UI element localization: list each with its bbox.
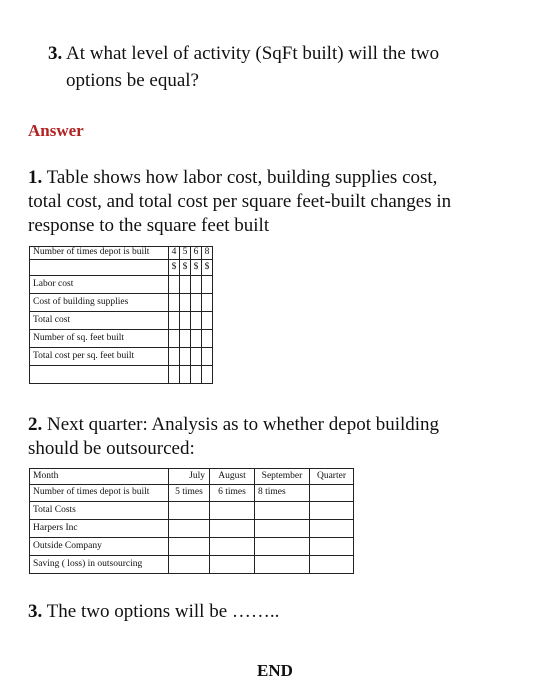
table-cell bbox=[310, 556, 354, 574]
column-header: 6 bbox=[191, 247, 202, 260]
table-cell: 8 times bbox=[255, 485, 310, 502]
table-cell bbox=[180, 348, 191, 366]
table-cell bbox=[255, 502, 310, 520]
row-label: Number of sq. feet built bbox=[30, 330, 169, 348]
row-label: Harpers Inc bbox=[30, 520, 169, 538]
table-cell bbox=[169, 330, 180, 348]
table-cell: 5 times bbox=[169, 485, 210, 502]
table-row bbox=[30, 330, 213, 348]
table-cell bbox=[30, 260, 169, 276]
row-label: Outside Company bbox=[30, 538, 169, 556]
question-line-1: At what level of activity (SqFt built) will the two bbox=[66, 43, 440, 64]
column-header: 5 bbox=[180, 247, 191, 260]
part-1-line-3: response to the square feet built bbox=[28, 215, 270, 236]
table-cell bbox=[202, 294, 213, 312]
table-cell bbox=[169, 538, 210, 556]
table-cell bbox=[191, 348, 202, 366]
part-1-number: 1. bbox=[28, 167, 43, 188]
table-cell bbox=[310, 520, 354, 538]
table-row bbox=[30, 538, 354, 556]
end-label: END bbox=[257, 661, 293, 680]
table-cell bbox=[210, 502, 255, 520]
table-row bbox=[30, 502, 354, 520]
part-1-line-2: total cost, and total cost per square feet-built changes in bbox=[28, 191, 452, 212]
table-cell bbox=[310, 485, 354, 502]
table-cell bbox=[169, 348, 180, 366]
part-3-number: 3. bbox=[28, 601, 43, 622]
table-cell bbox=[191, 330, 202, 348]
part-2-number: 2. bbox=[28, 414, 43, 435]
table-cell bbox=[310, 502, 354, 520]
table-row bbox=[30, 520, 354, 538]
part-2-line-1: 2. Next quarter: Analysis as to whether depot building bbox=[28, 414, 440, 435]
table-cell bbox=[202, 330, 213, 348]
header-label: Month bbox=[30, 469, 169, 485]
question-line-2: options be equal? bbox=[66, 70, 199, 91]
table-header-row bbox=[30, 247, 213, 260]
table-cell bbox=[30, 366, 169, 384]
column-header: 4 bbox=[169, 247, 180, 260]
currency-cell: $ bbox=[180, 260, 191, 276]
table-cell bbox=[255, 538, 310, 556]
table-cell bbox=[310, 538, 354, 556]
row-label: Total cost bbox=[30, 312, 169, 330]
table-cell bbox=[191, 276, 202, 294]
table-cell bbox=[169, 366, 180, 384]
currency-cell: $ bbox=[191, 260, 202, 276]
row-label: Total cost per sq. feet built bbox=[30, 348, 169, 366]
table-cell bbox=[169, 276, 180, 294]
table-cell bbox=[169, 312, 180, 330]
table-cell bbox=[202, 348, 213, 366]
table-row bbox=[30, 348, 213, 366]
month-header: September bbox=[255, 469, 310, 485]
currency-cell: $ bbox=[202, 260, 213, 276]
row-label: Number of times depot is built bbox=[30, 485, 169, 502]
outsourcing-table bbox=[29, 468, 354, 574]
cost-table bbox=[29, 246, 213, 384]
column-header: 8 bbox=[202, 247, 213, 260]
table-row bbox=[30, 312, 213, 330]
table-cell bbox=[180, 366, 191, 384]
month-header: July bbox=[169, 469, 210, 485]
answer-heading: Answer bbox=[28, 121, 84, 140]
table-cell bbox=[202, 366, 213, 384]
table-cell bbox=[255, 556, 310, 574]
table-cell bbox=[210, 556, 255, 574]
table-cell bbox=[180, 312, 191, 330]
table-cell bbox=[191, 366, 202, 384]
table-header-row bbox=[30, 469, 354, 485]
table-cell bbox=[180, 294, 191, 312]
table-cell bbox=[210, 520, 255, 538]
table-cell bbox=[169, 294, 180, 312]
table-row bbox=[30, 485, 354, 502]
table-row bbox=[30, 556, 354, 574]
table-cell: 6 times bbox=[210, 485, 255, 502]
row-label: Saving ( loss) in outsourcing bbox=[30, 556, 169, 574]
part-1-line-1: 1. Table shows how labor cost, building supplies cost, bbox=[28, 167, 438, 188]
table-cell bbox=[202, 276, 213, 294]
table-cell bbox=[191, 294, 202, 312]
month-header: Quarter bbox=[310, 469, 354, 485]
table-cell bbox=[210, 538, 255, 556]
table-row bbox=[30, 276, 213, 294]
table-cell bbox=[180, 330, 191, 348]
table-cell bbox=[191, 312, 202, 330]
row-label: Total Costs bbox=[30, 502, 169, 520]
table-row bbox=[30, 366, 213, 384]
table-cell bbox=[180, 276, 191, 294]
part-1-text bbox=[28, 166, 528, 238]
table-cell bbox=[169, 520, 210, 538]
part-3-line: The two options will be …….. bbox=[42, 601, 280, 622]
table-cell bbox=[169, 502, 210, 520]
question-number: 3. bbox=[48, 43, 63, 64]
currency-cell: $ bbox=[169, 260, 180, 276]
table-cell bbox=[202, 312, 213, 330]
row-label: Cost of building supplies bbox=[30, 294, 169, 312]
header-label: Number of times depot is built bbox=[30, 247, 169, 260]
part-2-text bbox=[28, 413, 528, 461]
month-header: August bbox=[210, 469, 255, 485]
table-row bbox=[30, 294, 213, 312]
part-3-text bbox=[28, 601, 279, 623]
part-2-line-2: should be outsourced: bbox=[28, 438, 195, 459]
table-cell bbox=[169, 556, 210, 574]
table-cell bbox=[255, 520, 310, 538]
row-label: Labor cost bbox=[30, 276, 169, 294]
currency-row bbox=[30, 260, 213, 276]
